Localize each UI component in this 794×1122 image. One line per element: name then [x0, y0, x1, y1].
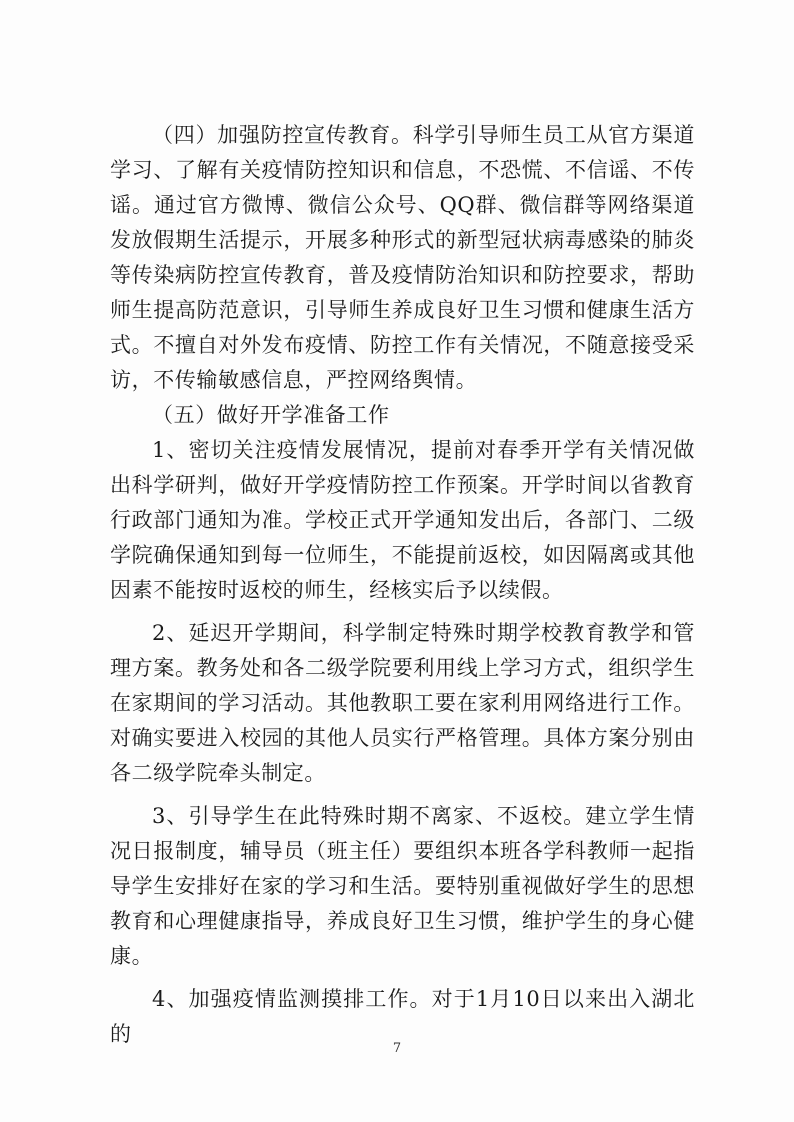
section-4-paragraph: （四）加强防控宣传教育。科学引导师生员工从官方渠道学习、了解有关疫情防控知识和信息，不恐慌、不信谣、不传谣。通过官方微博、微信公众号、QQ群、微信群等网络渠道发放假期生活提示，开展多种形式的新型冠状病毒感染的肺炎等传染病防控宣传教育，普及疫情防治知识和防控要求，帮助师生提高防范意识，引导师生养成良好卫生习惯和健康生活方式。不擅自对外发布疫情、防控工作有关情况，不随意接受采访，不传输敏感信息，严控网络舆情。 [110, 123, 695, 392]
page-number: 7 [392, 1041, 402, 1056]
section-5-item-4: 4、加强疫情监测摸排工作。对于1月10日以来出入湖北的 [110, 987, 695, 1046]
paragraph-spacer [110, 608, 695, 616]
section-5-item-1: 1、密切关注疫情发展情况，提前对春季开学有关情况做出科学研判，做好开学疫情防控工作预案。开学时间以省教育行政部门通知为准。学校正式开学通知发出后，各部门、二级学院确保通知到每一位师生，不能提前返校，如因隔离或其他因素不能按时返校的师生，经核实后予以续假。 [110, 438, 695, 602]
paragraph-spacer [110, 791, 695, 799]
section-5-item-3: 3、引导学生在此特殊时期不离家、不返校。建立学生情况日报制度，辅导员（班主任）要组织本班各学科教师一起指导学生安排好在家的学习和生活。要特别重视做好学生的思想教育和心理健康指导，养成良好卫生习惯，维护学生的身心健康。 [110, 804, 695, 968]
section-5-item-2: 2、延迟开学期间，科学制定特殊时期学校教育教学和管理方案。教务处和各二级学院要利用线上学习方式，组织学生在家期间的学习活动。其他教职工要在家利用网络进行工作。对确实要进入校园的其他人员实行严格管理。具体方案分别由各二级学院牵头制定。 [110, 621, 695, 785]
section-5-heading: （五）做好开学准备工作 [152, 403, 390, 427]
document-body [110, 118, 695, 1052]
paragraph-spacer [110, 974, 695, 982]
